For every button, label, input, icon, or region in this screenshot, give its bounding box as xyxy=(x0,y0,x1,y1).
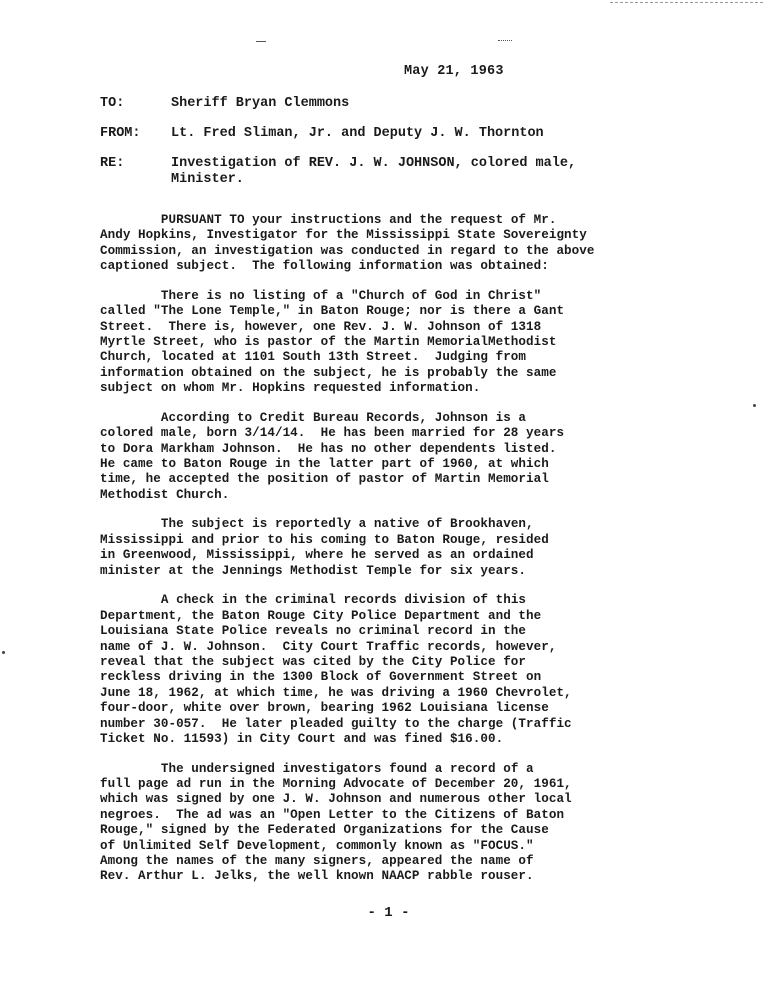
memo-re-label: RE: xyxy=(100,156,125,171)
memo-to-label: TO: xyxy=(100,96,125,111)
body-paragraph-5: A check in the criminal records division of this Department, the Baton Rouge City Police Department and the Louisiana State Police reveals no criminal record in the name of J. W. Johnson. City Court Traffic records, however, reveal that the subject was cited by the City Police for reckless driving in the 1300 Block of Government Street on June 18, 1962, at which time, he was driving a 1960 Chevrolet, four-door, white over brown, bearing 1962 Louisiana license number 30-057. He later pleaded guilty to the charge (Traffic Ticket No. 11593) in City Court and was fined $16.00. xyxy=(100,593,572,746)
memo-re-value: Investigation of REV. J. W. JOHNSON, colored male, Minister. xyxy=(171,156,577,187)
memo-from-label: FROM: xyxy=(100,126,141,141)
memo-body xyxy=(100,213,700,899)
body-paragraph-1: PURSUANT TO your instructions and the request of Mr. Andy Hopkins, Investigator for the Mississippi State Sovereignty Commission, an investigation was conducted in regard to the above captioned subject. The following information was obtained: xyxy=(100,213,595,274)
body-paragraph-2: There is no listing of a "Church of God in Christ" called "The Lone Temple," in Baton Rouge; nor is there a Gant Street. There is, however, one Rev. J. W. Johnson of 1318 Myrtle Street, who is pastor of the Martin MemorialMethodist Church, located at 1101 South 13th Street. Judging from information obtained on the subject, he is probably the same subject on whom Mr. Hopkins requested information. xyxy=(100,288,565,396)
memo-to-value: Sheriff Bryan Clemmons xyxy=(171,96,350,111)
margin-mark xyxy=(2,651,5,654)
scan-smudge xyxy=(256,41,266,42)
body-paragraph-3: According to Credit Bureau Records, Johnson is a colored male, born 3/14/14. He has been married for 28 years to Dora Markham Johnson. He has no other dependents listed. He came to Baton Rouge in the latter part of 1960, at which time, he accepted the position of pastor of Martin Memorial Methodist Church. xyxy=(100,410,565,502)
body-paragraph-4: The subject is reportedly a native of Brookhaven, Mississippi and prior to his coming to Baton Rouge, resided in Greenwood, Mississippi, where he served as an ordained minister at the Jennings Methodist Temple for six years. xyxy=(100,517,549,578)
scan-edge-mark xyxy=(610,2,763,3)
scan-smudge xyxy=(498,40,512,41)
margin-mark xyxy=(753,404,756,407)
memo-from-value: Lt. Fred Sliman, Jr. and Deputy J. W. Thornton xyxy=(171,126,544,141)
memo-date: May 21, 1963 xyxy=(404,64,504,79)
body-paragraph-6: The undersigned investigators found a record of a full page ad run in the Morning Advocate of December 20, 1961, which was signed by one J. W. Johnson and numerous other local negroes. The ad was an "Open Letter to the Citizens of Baton Rouge," signed by the Federated Organizations for the Cause of Unlimited Self Development, commonly known as "FOCUS." Among the names of the many signers, appeared the name of Rev. Arthur L. Jelks, the well known NAACP rabble rouser. xyxy=(100,761,572,884)
page-number: - 1 - xyxy=(367,905,410,921)
